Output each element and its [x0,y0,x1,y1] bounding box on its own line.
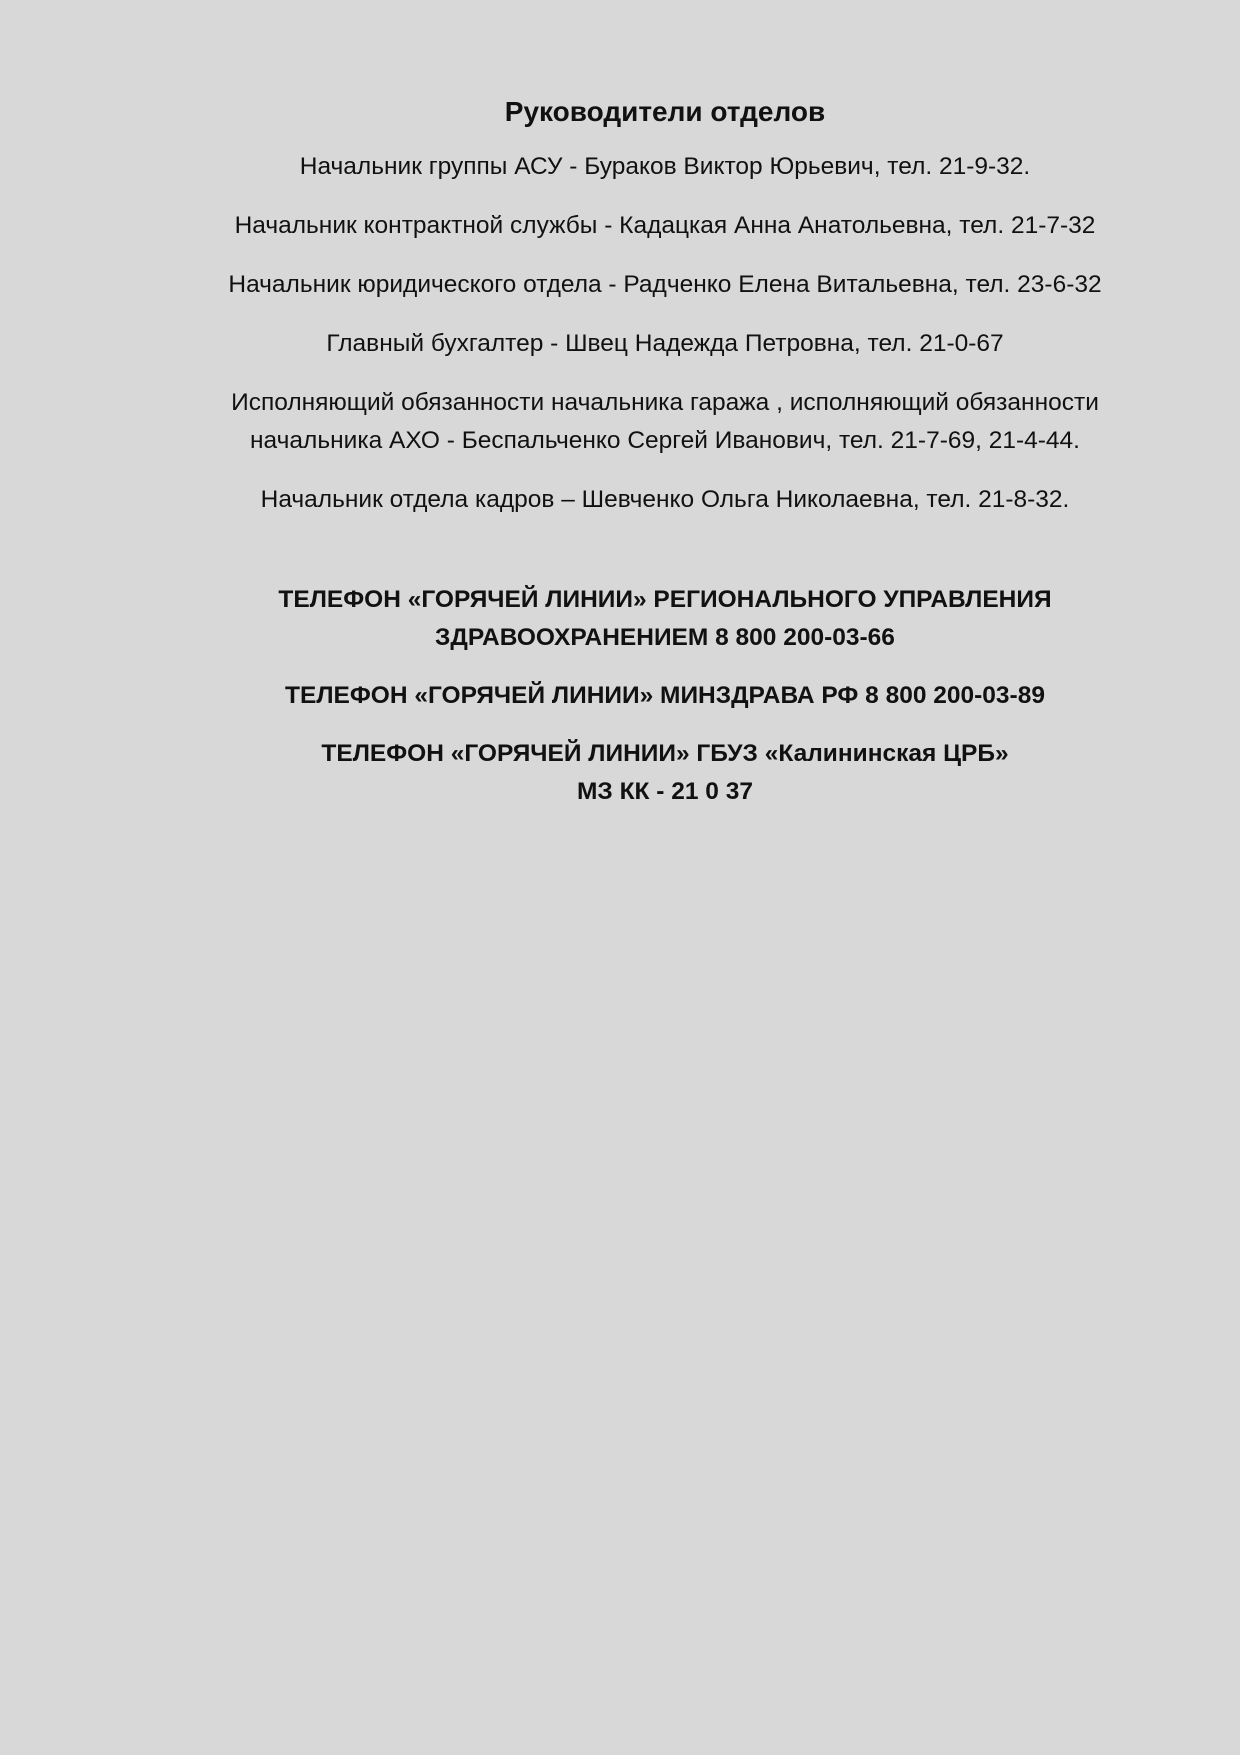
hotline-text: ТЕЛЕФОН «ГОРЯЧЕЙ ЛИНИИ» ГБУЗ «Калининская ЦРБ» [321,740,1009,767]
document-content [175,92,1155,831]
department-head-text: Начальник контрактной службы - Кадацкая Анна Анатольевна, тел. 21-7-32 [234,212,1096,239]
hotline-entry [175,735,1155,811]
document-title: Руководители отделов [504,96,826,127]
department-heads-list [175,148,1155,519]
hotline-text: ТЕЛЕФОН «ГОРЯЧЕЙ ЛИНИИ» РЕГИОНАЛЬНОГО УПРАВЛЕНИЯ [278,586,1052,613]
department-head-entry [175,148,1155,186]
department-head-text: Начальник группы АСУ - Бураков Виктор Юрьевич, тел. 21-9-32. [299,153,1031,180]
department-head-text: Начальник отдела кадров – Шевченко Ольга Николаевна, тел. 21-8-32. [260,486,1070,513]
department-head-entry [175,325,1155,363]
department-head-text: Начальник юридического отдела - Радченко Елена Витальевна, тел. 23-6-32 [228,271,1102,298]
hotline-text: ЗДРАВООХРАНЕНИЕМ 8 800 200-03-66 [435,624,895,651]
department-head-entry [175,207,1155,245]
hotlines-section [175,581,1155,811]
hotline-text: ТЕЛЕФОН «ГОРЯЧЕЙ ЛИНИИ» МИНЗДРАВА РФ 8 800 200-03-89 [285,682,1045,709]
department-head-entry [175,384,1155,460]
department-head-entry [175,266,1155,304]
department-head-entry [175,481,1155,519]
department-head-text: Главный бухгалтер - Швец Надежда Петровна, тел. 21-0-67 [326,330,1004,357]
department-head-text: начальника АХО - Беспальченко Сергей Иванович, тел. 21-7-69, 21-4-44. [250,427,1080,454]
hotline-entry [175,581,1155,657]
hotline-text: МЗ КК - 21 0 37 [577,778,753,805]
hotline-entry [175,677,1155,715]
department-head-text: Исполняющий обязанности начальника гаража , исполняющий обязанности [231,389,1099,416]
